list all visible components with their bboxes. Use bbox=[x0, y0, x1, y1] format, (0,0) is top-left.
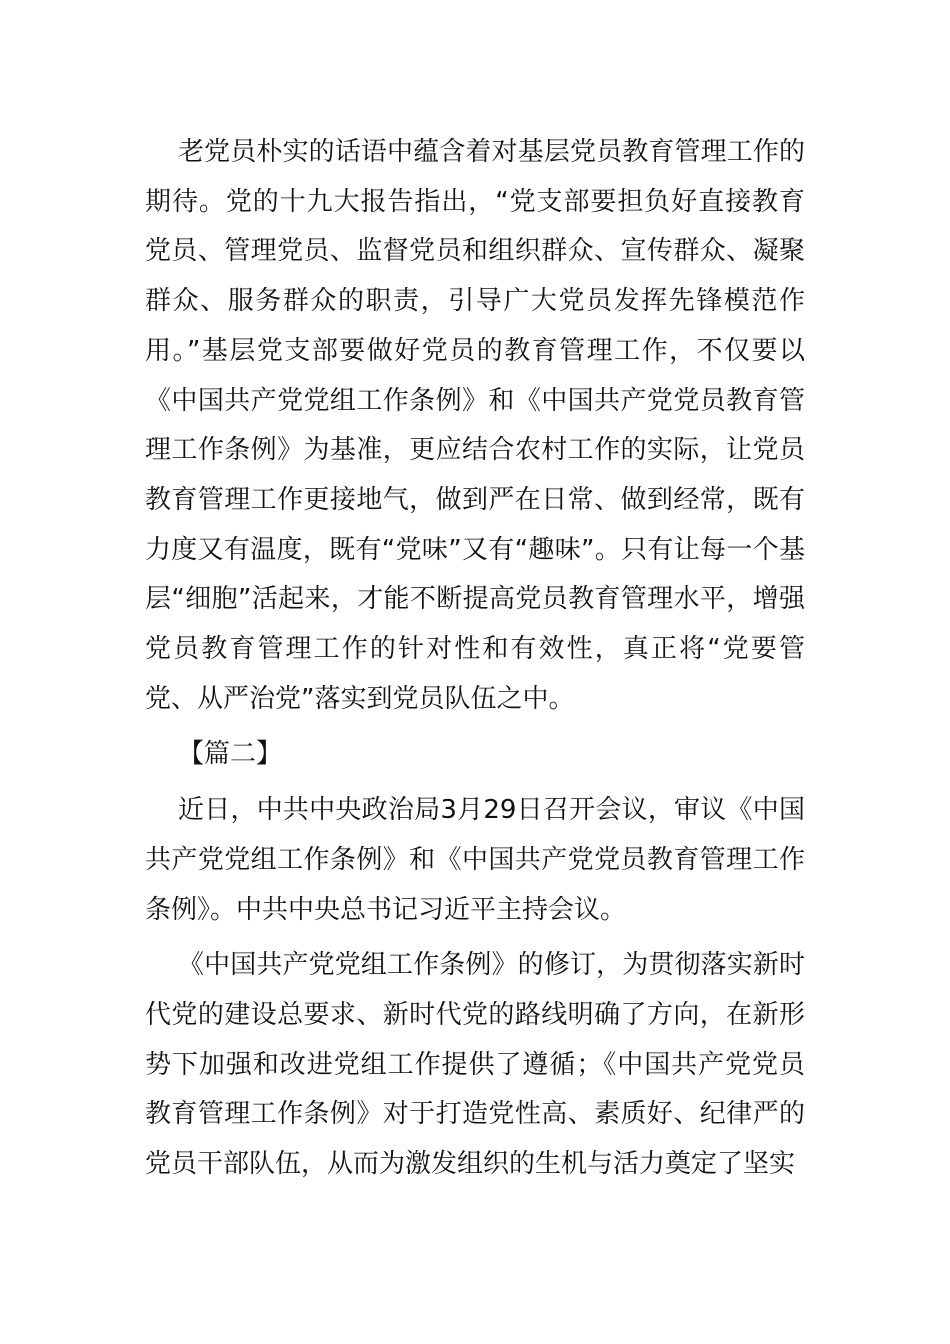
paragraph-2: 近日，中共中央政治局3月29日召开会议，审议《中国共产党党组工作条例》和《中国共产党党员教育管理工作条例》。中共中央总书记习近平主持会议。 bbox=[145, 795, 805, 925]
section-heading: 【篇二】 bbox=[178, 739, 283, 770]
paragraph-3: 《中国共产党党组工作条例》的修订，为贯彻落实新时代党的建设总要求、新时代党的路线明确了方向，在新形势下加强和改进党组工作提供了遵循；《中国共产党党员教育管理工作条例》对于打造党性高、素质好、纪律严的党员干部队伍，从而为激发组织的生机与活力奠定了坚实 bbox=[145, 950, 805, 1180]
paragraph-1: 老党员朴实的话语中蕴含着对基层党员教育管理工作的期待。党的十九大报告指出，“党支部要担负好直接教育党员、管理党员、监督党员和组织群众、宣传群众、凝聚群众、服务群众的职责，引导广大党员发挥先锋模范作用。”基层党支部要做好党员的教育管理工作，不仅要以《中国共产党党组工作条例》和《中国共产党党员教育管理工作条例》为基准，更应结合农村工作的实际，让党员教育管理工作更接地气，做到严在日常、做到经常，既有力度又有温度，既有“党味”又有“趣味”。只有让每一个基层“细胞”活起来，才能不断提高党员教育管理水平，增强党员教育管理工作的针对性和有效性，真正将“党要管党、从严治党”落实到党员队伍之中。 bbox=[145, 137, 805, 714]
document-body bbox=[145, 128, 805, 1190]
